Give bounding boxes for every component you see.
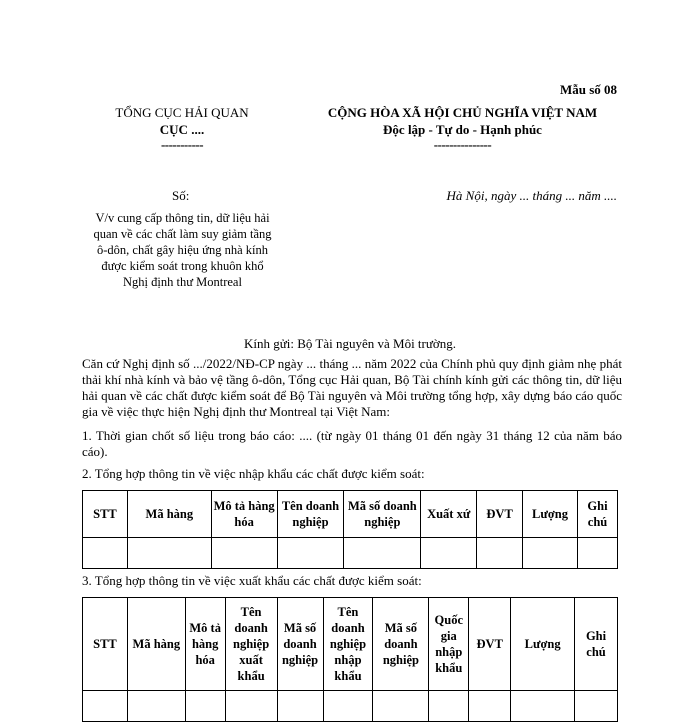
table-cell bbox=[511, 691, 575, 722]
table-cell bbox=[575, 691, 618, 722]
recipient-line: Kính gửi: Bộ Tài nguyên và Môi trường. bbox=[243, 336, 457, 351]
export-header-hs-code: Mã hàng bbox=[127, 598, 185, 691]
export-header-quantity: Lượng bbox=[511, 598, 575, 691]
export-header-note: Ghi chú bbox=[575, 598, 618, 691]
import-header-origin: Xuất xứ bbox=[421, 491, 477, 538]
table-cell bbox=[578, 538, 618, 569]
agency-department: CỤC .... bbox=[159, 122, 205, 137]
import-table bbox=[82, 490, 618, 569]
table-cell bbox=[277, 691, 323, 722]
table-cell bbox=[83, 538, 128, 569]
table-cell bbox=[277, 538, 344, 569]
section-1: 1. Thời gian chốt số liệu trong báo cáo: .... (từ ngày 01 tháng 01 đến ngày 31 tháng 12 của năm báo cáo). bbox=[82, 428, 622, 459]
export-header-unit: ĐVT bbox=[469, 598, 511, 691]
table-cell bbox=[469, 691, 511, 722]
export-header-description: Mô tả hàng hóa bbox=[185, 598, 225, 691]
table-cell bbox=[185, 691, 225, 722]
document-number-label: Số: bbox=[172, 188, 190, 203]
table-cell bbox=[225, 691, 277, 722]
import-header-unit: ĐVT bbox=[477, 491, 523, 538]
table-cell bbox=[523, 538, 578, 569]
table-row bbox=[83, 691, 618, 722]
export-table bbox=[82, 597, 618, 722]
agency-header bbox=[82, 104, 282, 152]
import-header-note: Ghi chú bbox=[578, 491, 618, 538]
nation-rule: --------------- bbox=[433, 137, 492, 152]
table-cell bbox=[211, 538, 277, 569]
export-header-exporter-code: Mã số doanh nghiệp bbox=[277, 598, 323, 691]
import-header-description: Mô tả hàng hóa bbox=[211, 491, 277, 538]
agency-rule: ----------- bbox=[160, 137, 204, 152]
table-cell bbox=[127, 538, 211, 569]
export-header-importer-code: Mã số doanh nghiệp bbox=[373, 598, 429, 691]
table-cell bbox=[83, 691, 128, 722]
section-2-title: 2. Tổng hợp thông tin về việc nhập khẩu các chất được kiểm soát: bbox=[82, 466, 425, 481]
export-header-exporter-name: Tên doanh nghiệp xuất khẩu bbox=[225, 598, 277, 691]
table-row bbox=[83, 538, 618, 569]
import-header-company-name: Tên doanh nghiệp bbox=[277, 491, 344, 538]
table-cell bbox=[373, 691, 429, 722]
import-header-hs-code: Mã hàng bbox=[127, 491, 211, 538]
export-header-stt: STT bbox=[83, 598, 128, 691]
export-header-importer-name: Tên doanh nghiệp nhập khẩu bbox=[323, 598, 373, 691]
form-number: Mẫu số 08 bbox=[559, 82, 617, 97]
nation-header bbox=[290, 104, 635, 152]
table-cell bbox=[421, 538, 477, 569]
import-header-stt: STT bbox=[83, 491, 128, 538]
intro-paragraph: Căn cứ Nghị định số .../2022/NĐ-CP ngày ... tháng ... năm 2022 của Chính phủ quy định giảm nhẹ phát thải khí nhà kính và bảo vệ tầng ô-dôn, Tổng cục Hải quan, Bộ Tài chính kính gửi các thông tin, dữ liệu hải quan về các chất được kiểm soát để Bộ Tài nguyên và Môi trường tổng hợp, xây dựng báo cáo quốc gia về việc thực hiện Nghị định thư Montreal tại Việt Nam: bbox=[82, 356, 622, 419]
place-date: Hà Nội, ngày ... tháng ... năm .... bbox=[446, 188, 617, 203]
import-header-quantity: Lượng bbox=[523, 491, 578, 538]
nation-motto: Độc lập - Tự do - Hạnh phúc bbox=[383, 122, 542, 137]
table-cell bbox=[127, 691, 185, 722]
table-cell bbox=[323, 691, 373, 722]
document-subject: V/v cung cấp thông tin, dữ liệu hải quan về các chất làm suy giảm tầng ô-dôn, chất gây hiệu ứng nhà kính được kiểm soát trong khuôn khổ Nghị định thư Montreal bbox=[93, 211, 272, 289]
table-cell bbox=[429, 691, 469, 722]
table-cell bbox=[477, 538, 523, 569]
agency-name: TỔNG CỤC HẢI QUAN bbox=[115, 105, 249, 120]
export-header-destination-country: Quốc gia nhập khẩu bbox=[429, 598, 469, 691]
section-3-title: 3. Tổng hợp thông tin về việc xuất khẩu các chất được kiểm soát: bbox=[82, 573, 422, 588]
import-header-company-code: Mã số doanh nghiệp bbox=[344, 491, 421, 538]
nation-name: CỘNG HÒA XÃ HỘI CHỦ NGHĨA VIỆT NAM bbox=[327, 105, 598, 120]
table-cell bbox=[344, 538, 421, 569]
